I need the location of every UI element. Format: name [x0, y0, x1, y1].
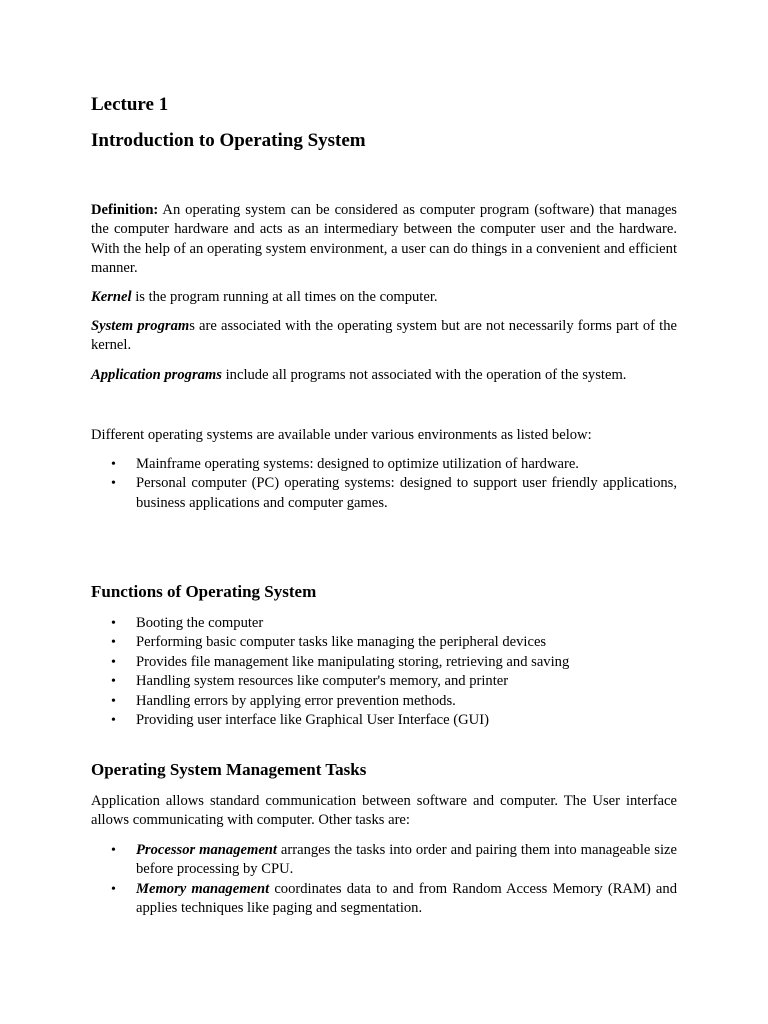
list-item [91, 692, 677, 711]
kernel-paragraph [91, 288, 677, 307]
management-title: Operating System Management Tasks [91, 760, 367, 779]
processor-management-term: Processor management [136, 842, 277, 858]
application-programs-text: include all programs not associated with the operation of the system. [221, 367, 627, 383]
list-item-text: Provides file management like manipulating storing, retrieving and saving [136, 653, 570, 670]
list-item-text: Performing basic computer tasks like managing the peripheral devices [136, 634, 547, 651]
kernel-text: is the program running at all times on the computer. [131, 289, 438, 305]
management-intro: Application allows standard communication between software and computer. The User interface allows communicating with computer. Other tasks are: [91, 793, 677, 829]
environments-list [91, 455, 677, 513]
bullet-icon: • [111, 881, 116, 897]
lecture-title: Lecture 1 [91, 94, 169, 115]
system-programs-paragraph [91, 317, 677, 356]
system-programs-text: s are associated with the operating system but are not necessarily forms part of the kernel. [91, 318, 677, 354]
list-item [91, 614, 677, 633]
intro-title: Introduction to Operating System [91, 130, 366, 151]
bullet-icon: • [111, 654, 116, 670]
definition-text: An operating system can be considered as computer program (software) that manages the computer hardware and acts as an intermediary between the computer user and the hardware. With the help of an operating system environment, a user can do things in a convenient and efficient manner. [91, 202, 677, 277]
application-programs-paragraph [91, 366, 677, 385]
bullet-icon: • [111, 476, 116, 492]
list-item [91, 711, 677, 730]
definition-label: Definition: [91, 202, 159, 218]
management-list [91, 841, 677, 919]
application-programs-term: Application programs [91, 367, 222, 383]
kernel-term: Kernel [91, 289, 132, 305]
list-item [91, 841, 677, 880]
bullet-icon: • [111, 457, 116, 472]
processor-management-text: arranges the tasks into order and pairing them into manageable size before processing by CPU. [136, 842, 677, 878]
bullet-icon: • [111, 674, 116, 690]
memory-management-term: Memory management [136, 880, 270, 897]
list-item-text: Providing user interface like Graphical User Interface (GUI) [136, 712, 489, 729]
list-item [91, 633, 677, 652]
memory-management-text: coordinates data to and from Random Access Memory (RAM) and applies techniques like paging and segmentation. [136, 880, 677, 917]
bullet-icon: • [111, 713, 116, 729]
list-item-text: Personal computer (PC) operating systems: designed to support user friendly applications, business applications and computer games. [136, 475, 677, 511]
environments-intro: Different operating systems are available under various environments as listed below: [91, 427, 592, 443]
list-item [91, 653, 677, 672]
bullet-icon: • [111, 693, 116, 709]
functions-title: Functions of Operating System [91, 582, 317, 601]
functions-list [91, 614, 677, 730]
list-item-text: Handling errors by applying error prevention methods. [136, 692, 456, 709]
bullet-icon: • [111, 616, 116, 631]
list-item-text: Booting the computer [136, 615, 264, 631]
system-programs-term: System program [91, 318, 190, 334]
list-item [91, 672, 677, 691]
list-item-text: Handling system resources like computer's memory, and printer [136, 673, 509, 690]
bullet-icon: • [111, 843, 116, 858]
list-item [91, 455, 677, 474]
list-item [91, 880, 677, 919]
list-item [91, 474, 677, 513]
definition-paragraph [91, 201, 677, 279]
list-item-text: Mainframe operating systems: designed to optimize utilization of hardware. [136, 456, 579, 472]
bullet-icon: • [111, 635, 116, 651]
